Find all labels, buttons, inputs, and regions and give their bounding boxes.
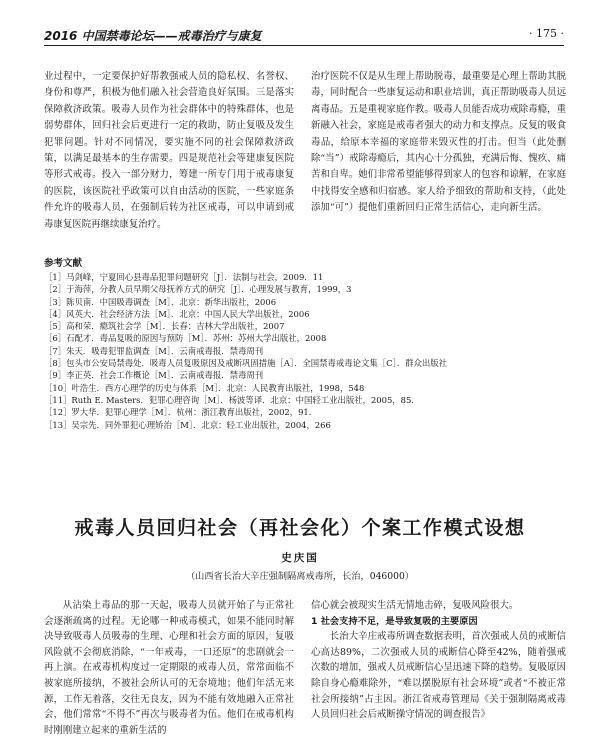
section-paragraph: 长治大辛庄戒毒所调查数据表明，首次强戒人员的戒断信心高达89%，二次强戒人员的戒断信心降至42%，随着强戒次数的增加，强戒人员戒断信心呈迅速下降的趋势。复吸原因除自身心瘾难除外，“难以摆脱原有社会环境”或者“不被正常社会所接纳”占主因。浙江省戒毒管理局《关于强制隔离戒毒人员回归社会后戒断操守情况的调查报告》	[311, 631, 566, 721]
page-number: · 175 ·	[529, 27, 564, 40]
reference-item: ［11］Ruth E. Masters．犯罪心理咨询［M］．杨波等译．北京：中国轻工业出版社，2005，85．	[44, 394, 420, 405]
continued-paragraph-right: 治疗医院不仅是从生理上帮助脱毒，最重要是心理上帮助其脱毒，同时配合一些康复运动和职业培训，真正帮助吸毒人员远离毒品。五是重视家庭作教。吸毒人员能否成功戒除毒瘾，重新融入社会，家庭是戒毒者强大的动力和支撑点。反复的吸食毒品，给原本幸福的家庭带来毁灭性的打击。但当（此处删除“当”）戒除毒瘾后，其内心十分孤独，充满后悔、愧疚、痛苦和自卑。她们非常希望能够得到家人的包容和谅解，在家庭中找得安全感和归宿感。家人给予细致的帮助和支持，（此处添加“可”）提他们重新回归正常生活信心，走向新生活。	[311, 71, 566, 214]
reference-item: ［12］罗大华．犯罪心理学［M］．杭州：浙江教育出版社，2002，91．	[44, 407, 318, 418]
reference-item: ［5］高和荣．瘾筑社会学［M］．长春：吉林大学出版社，2007	[44, 321, 285, 332]
reference-item: ［2］于海萍，分教人员早期父母抚养方式的研究［J］．心理发展与教育，1999，3	[44, 284, 352, 295]
reference-item: ［4］风英大．社会经济方法［M］．北京：中国人民大学出版社，2006	[44, 308, 310, 319]
article-title: 戒毒人员回归社会（再社会化）个案工作模式设想	[74, 517, 526, 539]
references-section	[44, 255, 564, 431]
top-left-column	[44, 69, 294, 233]
section-heading: 1 社会支持不足，是导致复吸的主要原因	[311, 615, 478, 627]
reference-item: ［1］马剑峰，宁夏回心县毒品犯罪问题研究［J］．法制与社会，2009．11	[44, 272, 324, 282]
references-title: 参考文献	[44, 258, 83, 269]
article-body-right	[311, 598, 566, 723]
intro-paragraph: 从沾染上毒品的那一天起，吸毒人员就开始了与正常社会逐渐疏离的过程。无论哪一种戒毒模式，如果不能同时解决导致吸毒人员吸毒的生理、心理和社会方面的原因，复吸风险就不会彻底消除，“一年戒毒，一口还原”的悲剧就会一再上演。在戒毒机构度过一定期限的戒毒人员，常常面临不被家庭所接纳，不被社会所认可的无奈境地；他们年活无来源，工作无着落，交往无良友，因为不能有效地融入正常社会，他们常常“不得不”再次与吸毒者为伍。他们在戒毒机构时刚刚建立起来的重新生活的	[44, 600, 294, 736]
intro-paragraph-continued: 信心就会被现实生活无情地击碎，复吸风险很大。	[311, 600, 519, 611]
article-author: 史庆国	[281, 552, 319, 564]
continued-paragraph-left: 业过程中，一定要保护好帮教强戒人员的隐私权、名誉权、身份和尊严，积极为他们融入社会营造良好氛围。三是落实保障救济政策。吸毒人员作为社会群体中的特殊群体，也是弱势群体，回归社会后更进行一定的救助，防止复吸及发生犯罪问题。针对不同情况，要实施不同的社会保障救济政策，以满足最基本的生存需要。四是规范社会等建康复医院等形式戒毒。投入一部分财力，筹建一所专门用于戒毒康复的医院，该医院社乎政策可以自由活动的医院，一些家庭条件允许的吸毒人员，在强制后转为社区戒毒，可以申请到戒毒康复医院再继续康复治疗。	[44, 71, 294, 230]
article-body-left	[44, 598, 294, 738]
journal-running-title: 2016 中国禁毒论坛——戒毒治疗与康复	[44, 29, 262, 43]
reference-item: ［13］吴宗先．同外罪犯心理矫治［M］．北京：轻工业出版社，2004，266	[44, 419, 331, 430]
author-affiliation: （山西省长治大辛庄强制隔离戒毒所，长治，046000）	[185, 571, 414, 582]
reference-item: ［3］陈贝南．中国吸毒调查［M］．北京：新华出版社，2006	[44, 296, 277, 307]
reference-item: ［7］朱天．吸毒犯罪监调查［M］．云南戒毒报．禁毒周刊	[44, 345, 264, 356]
reference-item: ［6］石配才．毒品复吸的原因与预防［M］．苏州：苏州大学出版社，2008	[44, 333, 327, 344]
reference-item: ［8］包头市公安局禁毒处．吸毒人员复吸原因及戒断巩固措施［A］．全国禁毒戒毒论文集［C］．群众出版社	[44, 358, 448, 369]
reference-item: ［10］叶浩生．西方心理学的历史与体系［M］．北京：人民教育出版社，1998，548	[44, 382, 365, 393]
page-header	[44, 27, 564, 46]
top-right-column	[311, 69, 566, 217]
reference-item: ［9］李正英．社会工作概论［M］．云南戒毒报．禁毒周刊	[44, 370, 264, 381]
